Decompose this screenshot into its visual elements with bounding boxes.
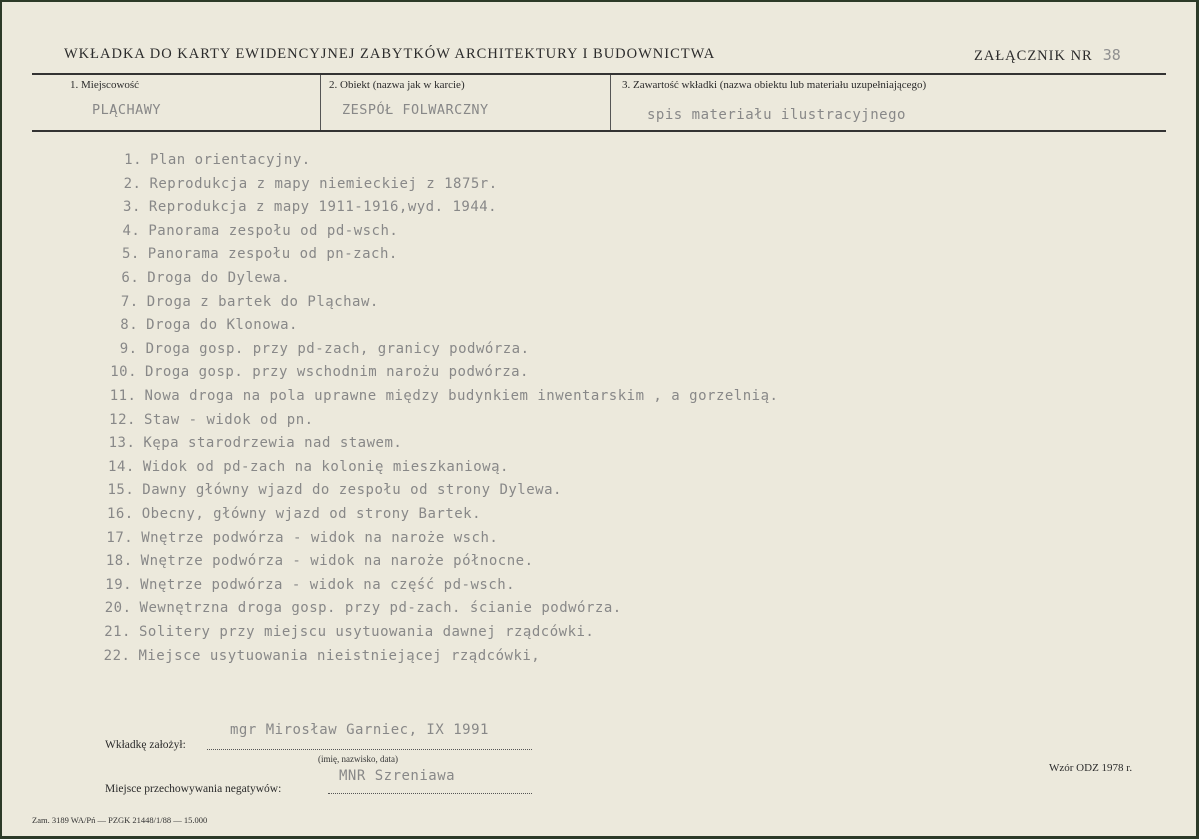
list-item-number: 18. (105, 553, 133, 570)
founder-label: Wkładkę założył: (105, 739, 186, 751)
list-item-number: 22. (103, 647, 131, 664)
list-item-number: 5. (121, 246, 140, 263)
founder-dotline (207, 749, 532, 750)
list-item-number: 7. (120, 293, 139, 310)
list-item (102, 577, 515, 593)
list-item (105, 435, 402, 451)
list-item-text: Panorama zespołu od pn-zach. (147, 246, 398, 263)
locality-label: 1. Miejscowość (70, 79, 140, 91)
list-item (107, 388, 779, 404)
list-item-text: Droga do Klonowa. (146, 317, 298, 334)
form-version-note: Wzór ODZ 1978 r. (1049, 762, 1133, 774)
list-item (108, 341, 530, 357)
annex-value: 38 (1102, 46, 1121, 64)
list-item (103, 553, 534, 569)
list-item-number: 9. (119, 340, 138, 357)
list-item-text: Kępa starodrzewia nad stawem. (143, 435, 403, 452)
annex-number (974, 46, 1121, 65)
storage-value: MNR Szreniawa (339, 768, 456, 784)
list-item (108, 317, 298, 333)
list-item (107, 364, 529, 380)
list-item (106, 412, 314, 428)
founder-hint: (imię, nazwisko, data) (318, 754, 398, 764)
list-item-text: Wnętrze podwórza - widok na naroże północne. (140, 553, 534, 570)
list-item-text: Nowa droga na pola uprawne między budynkiem inwentarskim , a gorzelnią. (144, 388, 779, 404)
annex-label: ZAŁĄCZNIK NR (974, 48, 1093, 64)
list-item-number: 11. (109, 388, 137, 404)
list-item-number: 6. (121, 270, 140, 286)
list-item-text: Miejsce usytuowania nieistniejącej rządcówki, (138, 647, 541, 664)
list-item-number: 1. (124, 152, 142, 168)
object-label: 2. Obiekt (nazwa jak w karcie) (329, 79, 465, 91)
list-item-number: 8. (120, 317, 139, 334)
list-item (103, 530, 498, 546)
list-item (112, 152, 311, 168)
list-item-text: Wnętrze podwórza - widok na część pd-wsch. (140, 576, 516, 593)
list-item-number: 10. (110, 364, 138, 381)
header-bottom-rule (32, 130, 1166, 132)
list-item-text: Panorama zespołu od pd-wsch. (148, 222, 399, 239)
list-item-text: Reprodukcja z mapy 1911-1916,wyd. 1944. (148, 199, 498, 216)
list-item-text: Plan orientacyjny. (150, 152, 311, 168)
list-item-number: 21. (104, 624, 131, 640)
print-note: Zam. 3189 WA/Pń — PZGK 21448/1/88 — 15.000 (32, 815, 208, 825)
list-item (102, 600, 622, 616)
content-label: 3. Zawartość wkładki (nazwa obiektu lub materiału uzupełniającego) (622, 79, 927, 91)
list-item-number: 12. (109, 411, 136, 428)
list-item-text: Staw - widok od pn. (143, 411, 314, 428)
list-item-text: Solitery przy miejscu usytuowania dawnej rządcówki. (139, 624, 595, 640)
list-item-text: Droga do Dylewa. (147, 270, 291, 286)
list-item-number: 4. (122, 222, 141, 239)
list-item (100, 648, 540, 664)
list-item-number: 3. (123, 199, 141, 216)
list-item-number: 17. (106, 529, 134, 546)
list-item (104, 506, 481, 522)
list-item-text: Wnętrze podwórza - widok na naroże wsch. (141, 529, 499, 546)
list-item-number: 13. (108, 435, 136, 452)
list-item-number: 19. (105, 576, 133, 593)
list-item-text: Obecny, główny wjazd od strony Bartek. (141, 506, 482, 522)
content-value: spis materiału ilustracyjnego (647, 107, 906, 123)
list-item (110, 246, 398, 262)
list-item (109, 294, 379, 310)
header-top-rule (32, 73, 1166, 75)
list-item-text: Widok od pd-zach na kolonię mieszkaniową. (142, 458, 509, 475)
storage-label: Miejsce przechowywania negatywów: (105, 783, 282, 795)
field-divider-2 (610, 75, 611, 130)
list-item-number: 2. (123, 175, 142, 192)
storage-dotline (328, 793, 532, 794)
locality-value: PLĄCHAWY (92, 102, 162, 118)
list-item-text: Droga gosp. przy pd-zach, granicy podwórza. (145, 340, 530, 357)
list-item-text: Droga gosp. przy wschodnim narożu podwórza. (145, 364, 529, 381)
list-item (110, 223, 398, 239)
list-item-number: 14. (108, 458, 135, 475)
list-item (101, 624, 594, 640)
list-item (111, 176, 497, 192)
form-title: WKŁADKA DO KARTY EWIDENCYJNEJ ZABYTKÓW ARCHITEKTURY I BUDOWNICTWA (64, 46, 716, 62)
field-divider-1 (320, 75, 321, 130)
list-item-text: Dawny główny wjazd do zespołu od strony Dylewa. (142, 482, 562, 499)
founder-value: mgr Mirosław Garniec, IX 1991 (230, 722, 489, 738)
list-item (111, 199, 497, 215)
list-item (104, 482, 562, 498)
object-value: ZESPÓŁ FOLWARCZNY (342, 102, 489, 118)
list-item (109, 270, 290, 286)
list-item-text: Droga z bartek do Pląchaw. (146, 293, 379, 310)
list-item (105, 459, 509, 475)
list-item-text: Wewnętrzna droga gosp. przy pd-zach. ścianie podwórza. (139, 600, 622, 617)
list-item-number: 20. (104, 600, 132, 617)
list-item-text: Reprodukcja z mapy niemieckiej z 1875r. (149, 175, 498, 192)
list-item-number: 15. (107, 482, 135, 499)
list-item-number: 16. (106, 506, 134, 522)
